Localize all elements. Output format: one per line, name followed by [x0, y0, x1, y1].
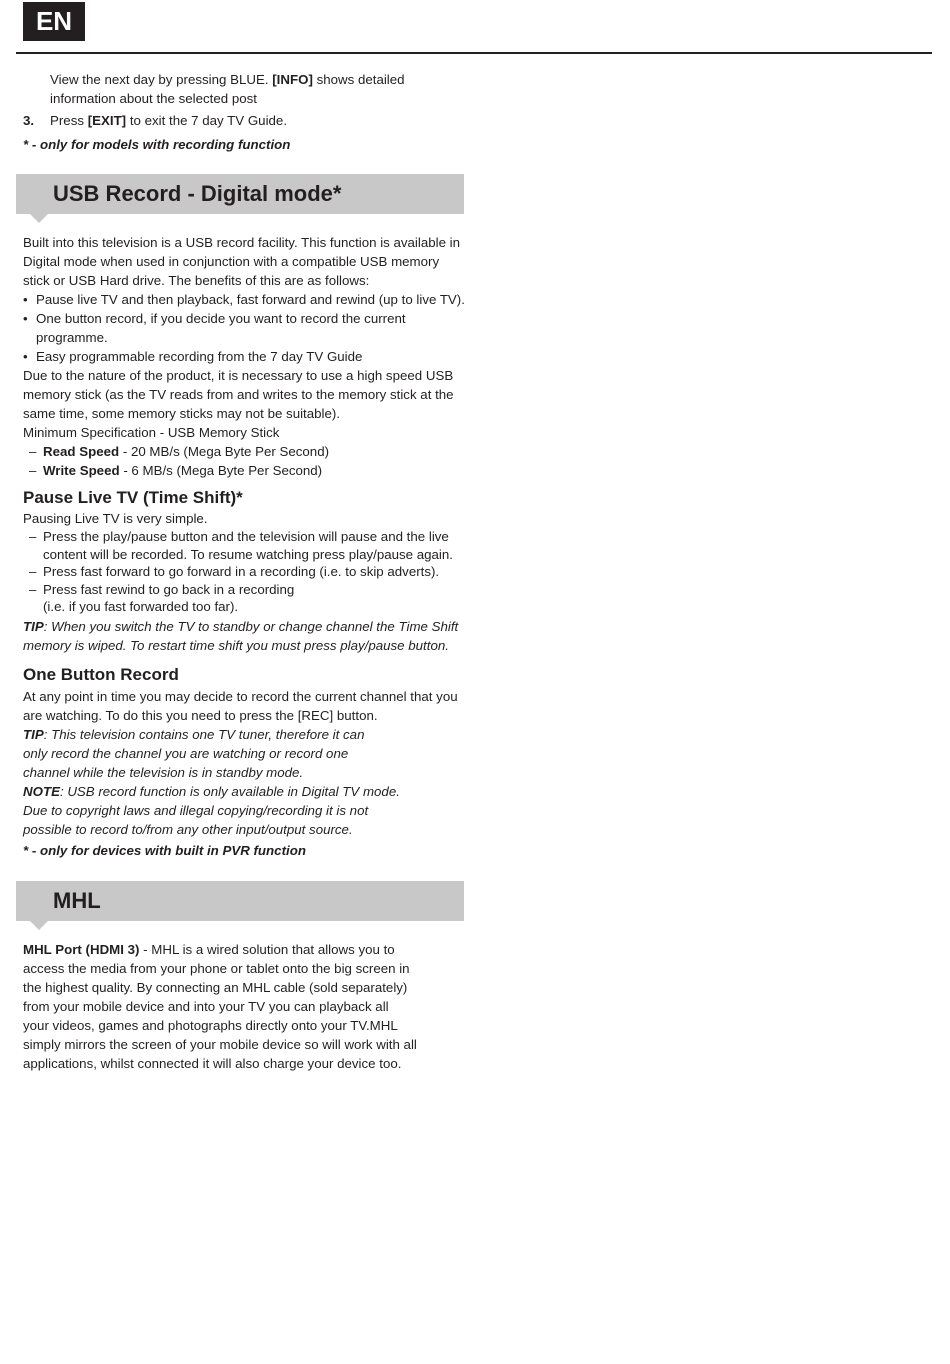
usb-para-line: Minimum Specification - USB Memory Stick — [23, 425, 280, 440]
usb-record-banner — [16, 174, 464, 214]
pause-step: – Press fast forward to go forward in a recording (i.e. to skip adverts). — [29, 564, 440, 579]
intro-line-2: information about the selected post — [50, 91, 257, 106]
banner-pointer — [30, 921, 48, 930]
mhl-banner — [16, 881, 464, 921]
section-title: MHL — [53, 888, 101, 913]
spec-write-speed: – Write Speed - 6 MB/s (Mega Byte Per Second) — [29, 463, 323, 478]
benefit-item: • Pause live TV and then playback, fast forward and rewind (up to live TV). — [23, 292, 465, 307]
obr-tip: TIP: This television contains one TV tuner, therefore it can only record the channel you are watching or record one channel while the television is in standby mode. — [23, 727, 365, 780]
mhl-para-line: your videos, games and photographs directly onto your TV.MHL — [23, 1018, 398, 1033]
mhl-para-line: the highest quality. By connecting an MHL cable (sold separately) — [23, 980, 408, 995]
pause-step: – Press the play/pause button and the television will pause and the live content will be recorded. To resume watching press play/pause again. — [29, 529, 453, 562]
pause-tip: TIP: When you switch the TV to standby or change channel the Time Shift memory is wiped. To restart time shift you must press play/pause button. — [23, 618, 459, 653]
usb-record-body — [23, 233, 468, 480]
pause-intro: Pausing Live TV is very simple. — [23, 511, 208, 526]
usb-para-line: memory stick (as the TV reads from and writes to the memory stick at the — [23, 387, 454, 402]
mhl-body — [23, 940, 468, 1073]
pvr-footnote: * - only for devices with built in PVR function — [23, 843, 306, 858]
recording-footnote: * - only for models with recording function — [23, 137, 291, 152]
one-button-record-section — [23, 663, 468, 860]
mhl-para-line: access the media from your phone or tablet onto the big screen in — [23, 961, 410, 976]
pause-live-section — [23, 486, 468, 655]
obr-para-line: are watching. To do this you need to press the [REC] button. — [23, 708, 378, 723]
mhl-para-line: applications, whilst connected it will also charge your device too. — [23, 1056, 402, 1071]
intro-section — [23, 70, 468, 154]
step-number: 3. — [23, 113, 35, 128]
usb-para-line: same time, some memory sticks may not be suitable). — [23, 406, 341, 421]
usb-para-line: Due to the nature of the product, it is necessary to use a high speed USB — [23, 368, 454, 383]
pause-live-heading: Pause Live TV (Time Shift)* — [23, 488, 243, 507]
banner-pointer — [30, 214, 48, 223]
obr-para-line: At any point in time you may decide to record the current channel that you — [23, 689, 458, 704]
pause-step: – Press fast rewind to go back in a recording (i.e. if you fast forwarded too far). — [29, 581, 295, 614]
intro-line-1: View the next day by pressing BLUE. [INFO] shows detailed — [50, 72, 405, 87]
usb-para-line: stick or USB Hard drive. The benefits of this are as follows: — [23, 273, 370, 288]
benefit-item: • One button record, if you decide you want to record the current programme. — [23, 311, 406, 345]
language-badge: EN — [23, 2, 85, 41]
mhl-para-line: from your mobile device and into your TV you can playback all — [23, 999, 389, 1014]
benefit-item: • Easy programmable recording from the 7 day TV Guide — [23, 349, 363, 364]
step-text: Press [EXIT] to exit the 7 day TV Guide. — [50, 113, 288, 128]
header-rule — [16, 52, 932, 54]
mhl-para-line: simply mirrors the screen of your mobile device so will work with all — [23, 1037, 417, 1052]
obr-note: NOTE: USB record function is only available in Digital TV mode. Due to copyright laws and illegal copying/recording it is not possible to record to/from any other input/output source. — [23, 784, 400, 837]
mhl-para-line: MHL Port (HDMI 3) - MHL is a wired solution that allows you to — [23, 942, 395, 957]
usb-para-line: Built into this television is a USB record facility. This function is available in — [23, 235, 461, 250]
spec-read-speed: – Read Speed - 20 MB/s (Mega Byte Per Second) — [29, 444, 330, 459]
section-title: USB Record - Digital mode* — [53, 181, 342, 206]
usb-para-line: Digital mode when used in conjunction with a compatible USB memory — [23, 254, 440, 269]
obr-heading: One Button Record — [23, 665, 179, 684]
step-3 — [23, 111, 468, 130]
